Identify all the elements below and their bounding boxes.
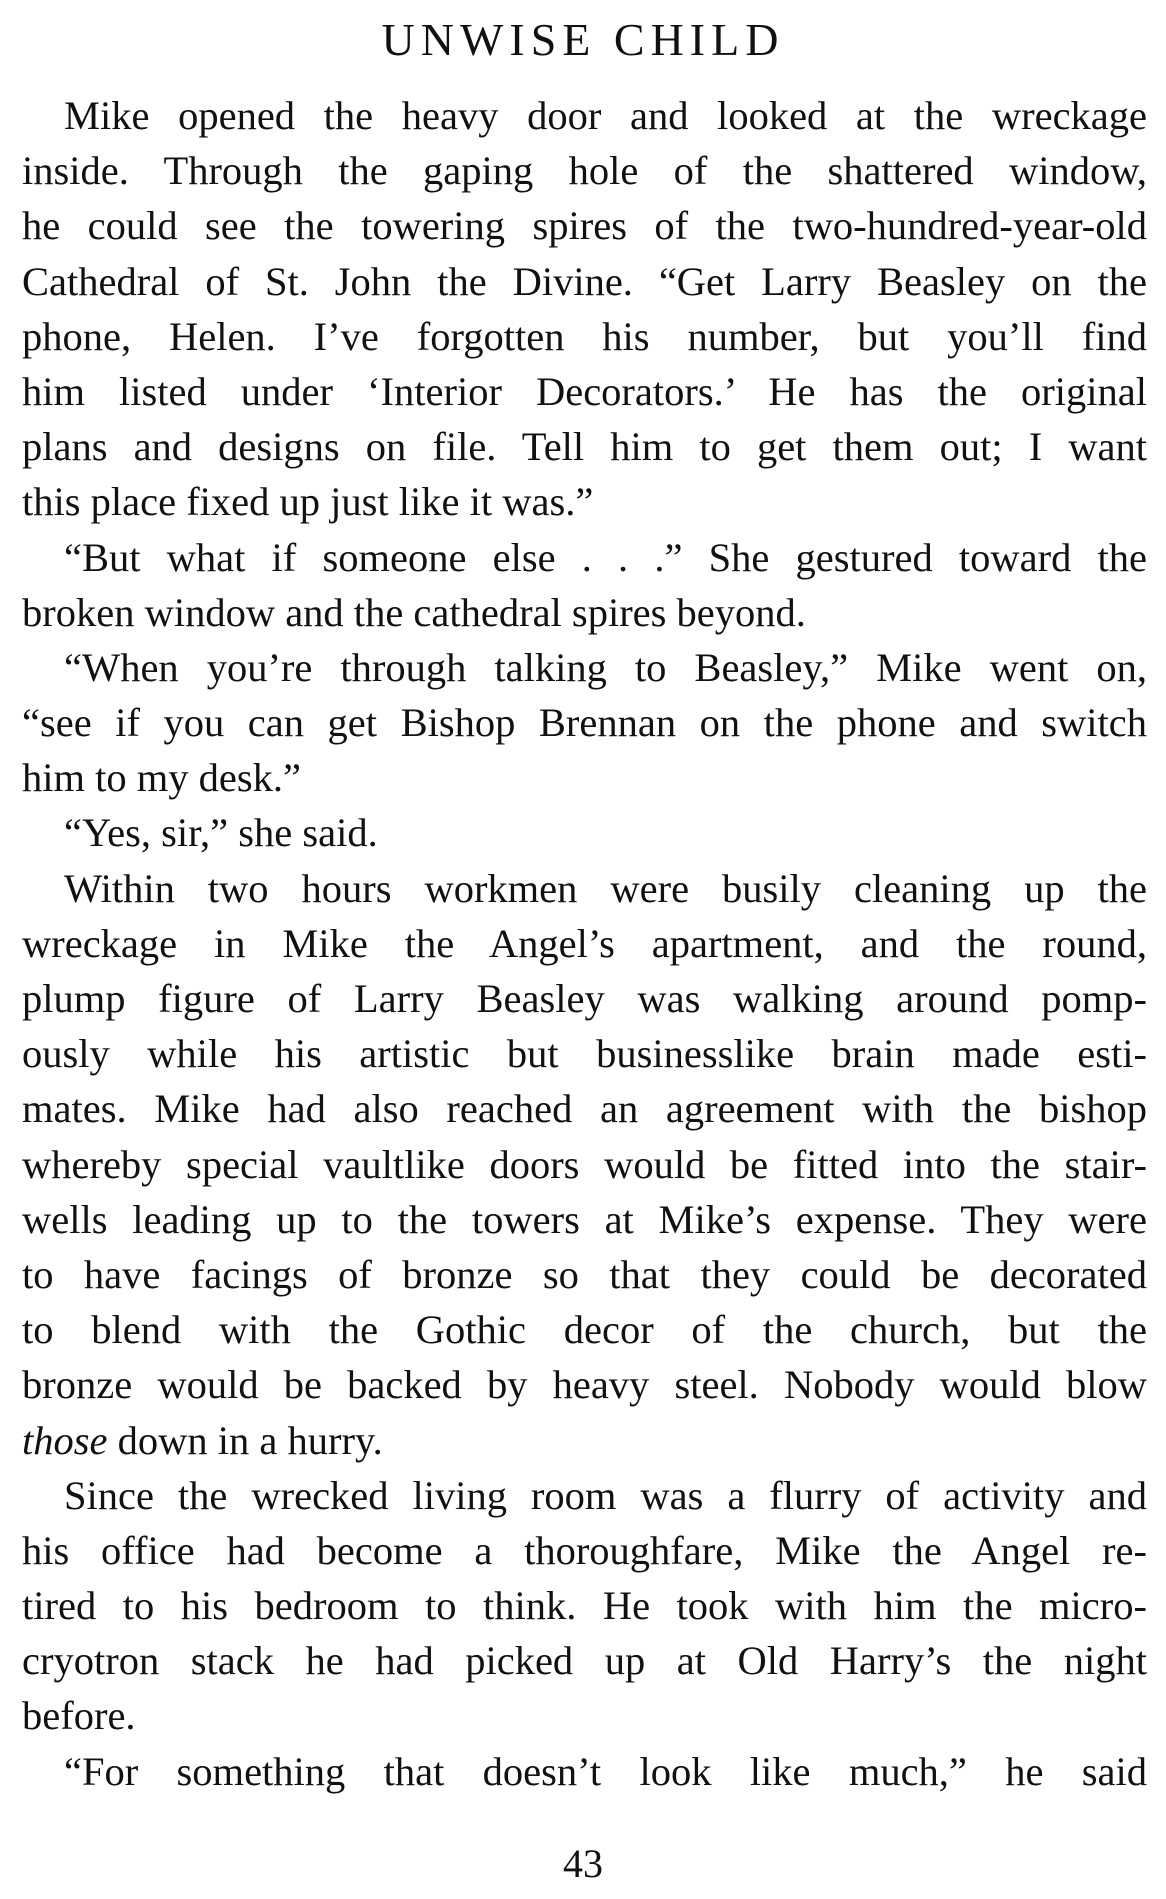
emphasis: those <box>22 1417 108 1463</box>
line-text: bronze would be backed by heavy steel. Nobody would blow <box>22 1362 1147 1408</box>
text-line <box>22 309 1147 364</box>
line-text: “For something that doesn’t look like much,” he said <box>64 1748 1147 1794</box>
text-line <box>22 1302 1147 1357</box>
text-line <box>22 143 1147 198</box>
line-text: him listed under ‘Interior Decorators.’ He has the original <box>22 368 1147 414</box>
text-line <box>22 971 1147 1026</box>
text-line <box>22 1468 1147 1523</box>
line-text: his office had become a thoroughfare, Mike the Angel re- <box>22 1527 1147 1573</box>
text-line <box>22 805 1147 860</box>
text-line <box>22 1413 1147 1468</box>
text-line <box>22 1137 1147 1192</box>
line-text: broken window and the cathedral spires beyond. <box>22 589 806 635</box>
text-line <box>22 1633 1147 1688</box>
text-line <box>22 1744 1147 1799</box>
line-text: tired to his bedroom to think. He took with him the micro- <box>22 1583 1147 1629</box>
text-line <box>22 750 1147 805</box>
line-text: down in a hurry. <box>107 1417 383 1463</box>
page-number: 43 <box>563 1841 603 1886</box>
line-text: Cathedral of St. John the Divine. “Get Larry Beasley on the <box>22 258 1147 304</box>
text-line <box>22 530 1147 585</box>
line-text: cryotron stack he had picked up at Old Harry’s the night <box>22 1638 1147 1684</box>
line-text: this place fixed up just like it was.” <box>22 479 594 525</box>
text-line <box>22 1081 1147 1136</box>
line-text: ously while his artistic but businesslike brain made esti- <box>22 1031 1147 1077</box>
line-text: mates. Mike had also reached an agreement with the bishop <box>22 1086 1147 1132</box>
line-text: he could see the towering spires of the two-hundred-year-old <box>22 203 1147 249</box>
text-line <box>22 585 1147 640</box>
line-text: “When you’re through talking to Beasley,” Mike went on, <box>64 644 1147 690</box>
line-text: “But what if someone else . . .” She gestured toward the <box>64 534 1147 580</box>
line-text: wreckage in Mike the Angel’s apartment, and the round, <box>22 920 1147 966</box>
line-text: phone, Helen. I’ve forgotten his number, but you’ll find <box>22 313 1147 359</box>
text-line <box>22 916 1147 971</box>
line-text: to have facings of bronze so that they could be decorated <box>22 1251 1147 1297</box>
text-line <box>22 474 1147 529</box>
text-line <box>22 254 1147 309</box>
running-head: UNWISE CHILD <box>381 14 785 65</box>
line-text: “see if you can get Bishop Brennan on the phone and switch <box>22 700 1147 746</box>
line-text: him to my desk.” <box>22 755 301 801</box>
line-text: plump figure of Larry Beasley was walking around pomp- <box>22 976 1147 1021</box>
text-line <box>22 1192 1147 1247</box>
line-text: inside. Through the gaping hole of the shattered window, <box>22 148 1147 194</box>
text-line <box>22 1523 1147 1578</box>
line-text: Since the wrecked living room was a flurry of activity and <box>64 1472 1147 1518</box>
line-text: plans and designs on file. Tell him to get them out; I want <box>22 424 1147 470</box>
line-text: “Yes, sir,” she said. <box>64 810 378 856</box>
text-line <box>22 1026 1147 1081</box>
line-text: Within two hours workmen were busily cleaning up the <box>64 865 1147 911</box>
text-line <box>22 861 1147 916</box>
line-text: before. <box>22 1693 136 1739</box>
text-line <box>22 198 1147 253</box>
text-line <box>22 640 1147 695</box>
text-line <box>22 88 1147 143</box>
text-line <box>22 364 1147 419</box>
body-text <box>22 88 1147 1799</box>
text-line <box>22 695 1147 750</box>
text-line <box>22 1247 1147 1302</box>
line-text: whereby special vaultlike doors would be fitted into the stair- <box>22 1141 1147 1187</box>
line-text: wells leading up to the towers at Mike’s expense. They were <box>22 1196 1147 1242</box>
line-text: to blend with the Gothic decor of the church, but the <box>22 1307 1147 1353</box>
text-line <box>22 419 1147 474</box>
line-text: Mike opened the heavy door and looked at the wreckage <box>64 93 1147 138</box>
text-line <box>22 1357 1147 1412</box>
text-line <box>22 1688 1147 1743</box>
text-line <box>22 1578 1147 1633</box>
